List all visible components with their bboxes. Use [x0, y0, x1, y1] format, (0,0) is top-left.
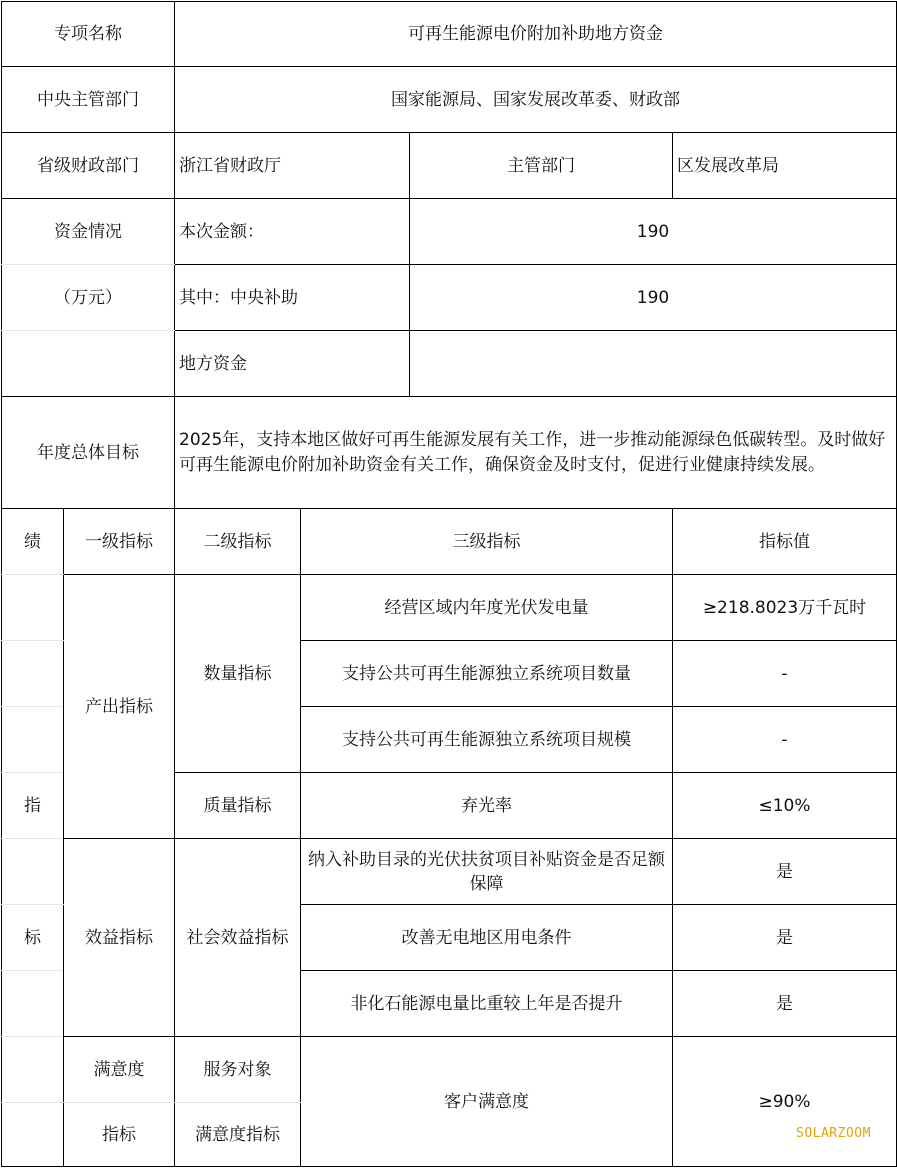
- header-level3: 三级指标: [301, 509, 673, 575]
- indicator-name: 客户满意度: [301, 1037, 673, 1167]
- funds-row-value: [410, 331, 897, 397]
- side-char-1: 绩: [2, 509, 64, 575]
- prov-finance-value: 浙江省财政厅: [175, 133, 410, 199]
- satisfaction-level1-line1: 满意度: [64, 1037, 175, 1103]
- side-cell: [2, 1103, 64, 1167]
- funds-row-value: 190: [410, 265, 897, 331]
- benefit-level1: 效益指标: [64, 839, 175, 1037]
- side-cell: [2, 839, 64, 905]
- indicator-value: -: [673, 641, 897, 707]
- indicator-value: -: [673, 707, 897, 773]
- indicator-value: 是: [673, 971, 897, 1037]
- funds-row-label: 其中：中央补助: [175, 265, 410, 331]
- indicator-value: ≥218.8023万千瓦时: [673, 575, 897, 641]
- funds-label-line1: 资金情况: [2, 199, 175, 265]
- funds-label-empty: [2, 331, 175, 397]
- funds-row-value: 190: [410, 199, 897, 265]
- annual-goal-text: 2025年，支持本地区做好可再生能源发展有关工作，进一步推动能源绿色低碳转型。及时做好可再生能源电价附加补助资金有关工作，确保资金及时支付，促进行业健康持续发展。: [175, 397, 897, 509]
- project-name-label: 专项名称: [2, 2, 175, 67]
- indicator-value: 是: [673, 839, 897, 905]
- quality-label: 质量指标: [175, 773, 301, 839]
- indicator-value: ≥90%: [673, 1037, 897, 1167]
- funds-label-line2: （万元）: [2, 265, 175, 331]
- central-dept-value: 国家能源局、国家发展改革委、财政部: [175, 67, 897, 133]
- performance-target-table: [1, 1, 897, 1167]
- side-cell: [2, 1037, 64, 1103]
- indicator-name: 经营区域内年度光伏发电量: [301, 575, 673, 641]
- supervisor-label: 主管部门: [410, 133, 673, 199]
- output-level1: 产出指标: [64, 575, 175, 839]
- satisfaction-level2-line1: 服务对象: [175, 1037, 301, 1103]
- indicator-name: 纳入补助目录的光伏扶贫项目补贴资金是否足额保障: [301, 839, 673, 905]
- indicator-name: 弃光率: [301, 773, 673, 839]
- indicator-name: 非化石能源电量比重较上年是否提升: [301, 971, 673, 1037]
- social-benefit-label: 社会效益指标: [175, 839, 301, 1037]
- side-char-3: 标: [2, 905, 64, 971]
- side-cell: [2, 641, 64, 707]
- satisfaction-level2-line2: 满意度指标: [175, 1103, 301, 1167]
- header-level2: 二级指标: [175, 509, 301, 575]
- satisfaction-level1-line2: 指标: [64, 1103, 175, 1167]
- header-level1: 一级指标: [64, 509, 175, 575]
- side-cell: [2, 575, 64, 641]
- indicator-name: 支持公共可再生能源独立系统项目数量: [301, 641, 673, 707]
- indicator-name: 支持公共可再生能源独立系统项目规模: [301, 707, 673, 773]
- indicator-name: 改善无电地区用电条件: [301, 905, 673, 971]
- side-cell: [2, 707, 64, 773]
- solarzoom-watermark: SOLARZOOM: [796, 1126, 871, 1141]
- central-dept-label: 中央主管部门: [2, 67, 175, 133]
- prov-finance-label: 省级财政部门: [2, 133, 175, 199]
- quantity-label: 数量指标: [175, 575, 301, 773]
- supervisor-value: 区发展改革局: [673, 133, 897, 199]
- project-name-value: 可再生能源电价附加补助地方资金: [175, 2, 897, 67]
- side-char-2: 指: [2, 773, 64, 839]
- indicator-value: ≤10%: [673, 773, 897, 839]
- indicator-value: 是: [673, 905, 897, 971]
- side-cell: [2, 971, 64, 1037]
- annual-goal-label: 年度总体目标: [2, 397, 175, 509]
- funds-row-label: 本次金额：: [175, 199, 410, 265]
- header-value: 指标值: [673, 509, 897, 575]
- funds-row-label: 地方资金: [175, 331, 410, 397]
